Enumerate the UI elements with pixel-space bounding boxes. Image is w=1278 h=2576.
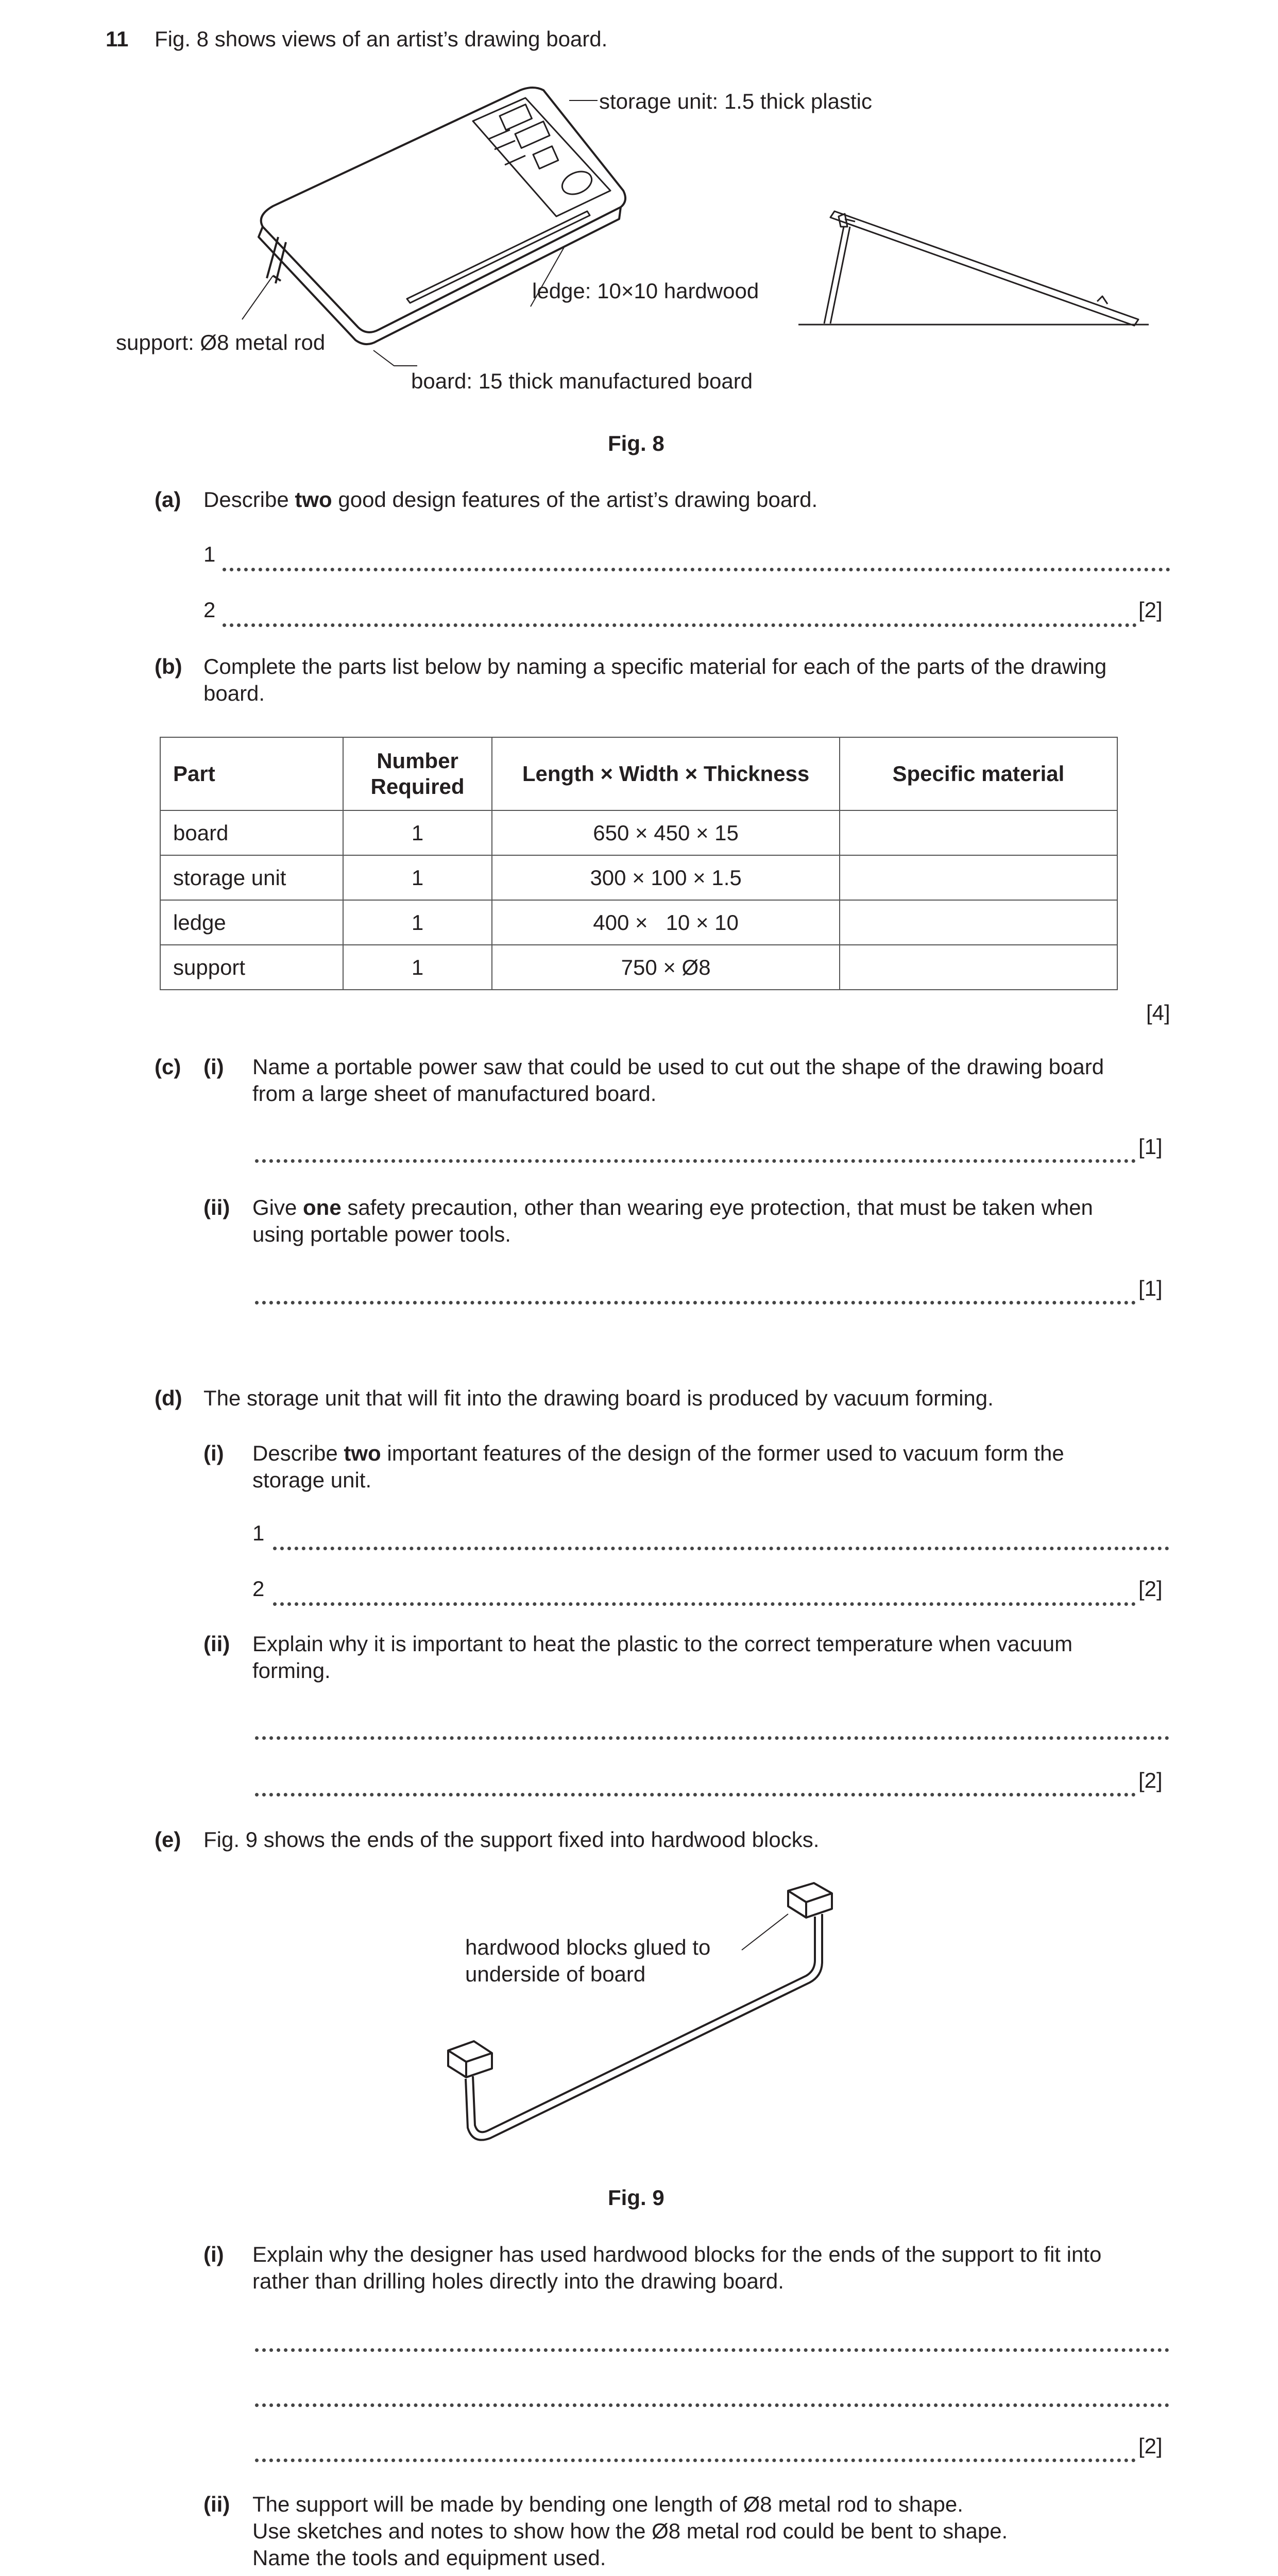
part-c-ii-mark: [1] xyxy=(1138,1276,1163,1300)
row-material-cell[interactable] xyxy=(840,855,1117,900)
part-c-i-label: (i) xyxy=(203,1055,224,1079)
part-a-label: (a) xyxy=(155,487,181,512)
row-number: 1 xyxy=(343,855,492,900)
row-number: 1 xyxy=(343,945,492,990)
part-d-ii-line-1: Explain why it is important to heat the plastic to the correct temperature when vacuum xyxy=(252,1632,1073,1656)
part-c-ii-label: (ii) xyxy=(203,1195,230,1219)
label-support: support: Ø8 metal rod xyxy=(116,330,326,354)
part-b-mark: [4] xyxy=(1146,1001,1170,1025)
part-c-ii-line-1: Give one safety precaution, other than wearing eye protection, that must be taken when xyxy=(252,1195,1093,1219)
part-e-i-line-2: rather than drilling holes directly into the drawing board. xyxy=(252,2269,784,2293)
part-a-answer-line-2[interactable] xyxy=(223,598,1137,627)
part-b-question-line-1: Complete the parts list below by naming a specific material for each of the parts of the drawing xyxy=(203,654,1107,679)
parts-table xyxy=(160,737,1118,990)
part-d-i-answer-line-2[interactable] xyxy=(273,1577,1136,1606)
part-a-question: Describe two good design features of the artist’s drawing board. xyxy=(203,487,818,512)
row-dimensions: 750 × Ø8 xyxy=(492,945,839,990)
part-d-i-label: (i) xyxy=(203,1441,224,1465)
row-part: board xyxy=(160,810,343,855)
part-d-ii-mark: [2] xyxy=(1138,1768,1163,1792)
part-e-i-answer-line-2[interactable] xyxy=(255,2378,1169,2407)
support-rod xyxy=(267,237,286,283)
storage-unit xyxy=(473,98,610,216)
row-dimensions: 300 × 100 × 1.5 xyxy=(492,855,839,900)
part-a-line-1-number: 1 xyxy=(203,542,216,566)
fig8-caption: Fig. 8 xyxy=(608,431,664,455)
part-a-answer-line-1[interactable] xyxy=(223,542,1170,571)
fig9-caption: Fig. 9 xyxy=(608,2185,664,2210)
part-e-i-answer-line-1[interactable] xyxy=(255,2323,1169,2352)
part-e-ii-line-2: Use sketches and notes to show how the Ø8 metal rod could be bent to shape. xyxy=(252,2519,1008,2543)
header-dimensions: Length × Width × Thickness xyxy=(492,737,839,810)
part-d-ii-answer-line-1[interactable] xyxy=(255,1710,1169,1740)
part-b-question-line-2: board. xyxy=(203,681,265,705)
question-number: 11 xyxy=(106,27,129,51)
part-d-i-mark: [2] xyxy=(1138,1577,1163,1601)
part-e-label: (e) xyxy=(155,1827,181,1852)
part-d-i-line-2: storage unit. xyxy=(252,1468,372,1492)
label-board: board: 15 thick manufactured board xyxy=(411,369,753,393)
part-d-ii-answer-line-2[interactable] xyxy=(255,1767,1136,1797)
part-e-question: Fig. 9 shows the ends of the support fixed into hardwood blocks. xyxy=(203,1827,820,1852)
part-c-i-answer-line[interactable] xyxy=(255,1133,1136,1163)
fig9-drawing xyxy=(433,1875,845,2154)
table-row xyxy=(160,810,1117,855)
row-dimensions: 400 × 10 × 10 xyxy=(492,900,839,945)
part-c-ii-line-2: using portable power tools. xyxy=(252,1222,511,1246)
part-e-ii-line-1: The support will be made by bending one length of Ø8 metal rod to shape. xyxy=(252,2492,963,2516)
header-material: Specific material xyxy=(840,737,1117,810)
row-material-cell[interactable] xyxy=(840,945,1117,990)
table-row xyxy=(160,900,1117,945)
side-view xyxy=(798,211,1149,326)
fig9-label-line-2: underside of board xyxy=(465,1962,646,1986)
parts-table-header xyxy=(160,737,1117,810)
table-row xyxy=(160,945,1117,990)
fig9-label-line-1: hardwood blocks glued to xyxy=(465,1935,711,1959)
part-d-label: (d) xyxy=(155,1386,182,1410)
part-c-i-mark: [1] xyxy=(1138,1134,1163,1159)
part-d-question: The storage unit that will fit into the drawing board is produced by vacuum forming. xyxy=(203,1386,994,1410)
row-number: 1 xyxy=(343,900,492,945)
part-d-i-line-1-number: 1 xyxy=(252,1521,265,1545)
part-e-i-label: (i) xyxy=(203,2242,224,2266)
part-b-label: (b) xyxy=(155,654,182,679)
part-d-ii-line-2: forming. xyxy=(252,1658,331,1683)
part-a-line-2-number: 2 xyxy=(203,598,216,622)
part-e-i-mark: [2] xyxy=(1138,2434,1163,2458)
label-ledge: ledge: 10×10 hardwood xyxy=(532,279,759,303)
row-part: ledge xyxy=(160,900,343,945)
label-storage-unit: storage unit: 1.5 thick plastic xyxy=(599,89,872,113)
part-e-i-answer-line-3[interactable] xyxy=(255,2433,1136,2462)
part-e-ii-line-3: Name the tools and equipment used. xyxy=(252,2546,606,2570)
part-c-i-line-2: from a large sheet of manufactured board. xyxy=(252,1081,657,1106)
header-part: Part xyxy=(160,737,343,810)
row-number: 1 xyxy=(343,810,492,855)
part-e-ii-label: (ii) xyxy=(203,2492,230,2516)
row-part: storage unit xyxy=(160,855,343,900)
question-intro: Fig. 8 shows views of an artist’s drawing board. xyxy=(155,27,608,51)
row-material-cell[interactable] xyxy=(840,900,1117,945)
part-c-ii-answer-line[interactable] xyxy=(255,1275,1136,1304)
part-d-i-line-1: Describe two important features of the design of the former used to vacuum form the xyxy=(252,1441,1064,1465)
part-c-i-line-1: Name a portable power saw that could be used to cut out the shape of the drawing board xyxy=(252,1055,1104,1079)
row-material-cell[interactable] xyxy=(840,810,1117,855)
part-c-label: (c) xyxy=(155,1055,181,1079)
part-d-ii-label: (ii) xyxy=(203,1632,230,1656)
header-number: Number Required xyxy=(343,737,492,810)
fig8-drawing xyxy=(103,72,1185,407)
row-part: support xyxy=(160,945,343,990)
part-d-i-line-2-number: 2 xyxy=(252,1577,265,1601)
table-row xyxy=(160,855,1117,900)
part-d-i-answer-line-1[interactable] xyxy=(273,1521,1169,1550)
row-dimensions: 650 × 450 × 15 xyxy=(492,810,839,855)
part-e-i-line-1: Explain why the designer has used hardwood blocks for the ends of the support to fit into xyxy=(252,2242,1102,2266)
part-a-mark: [2] xyxy=(1138,598,1163,622)
